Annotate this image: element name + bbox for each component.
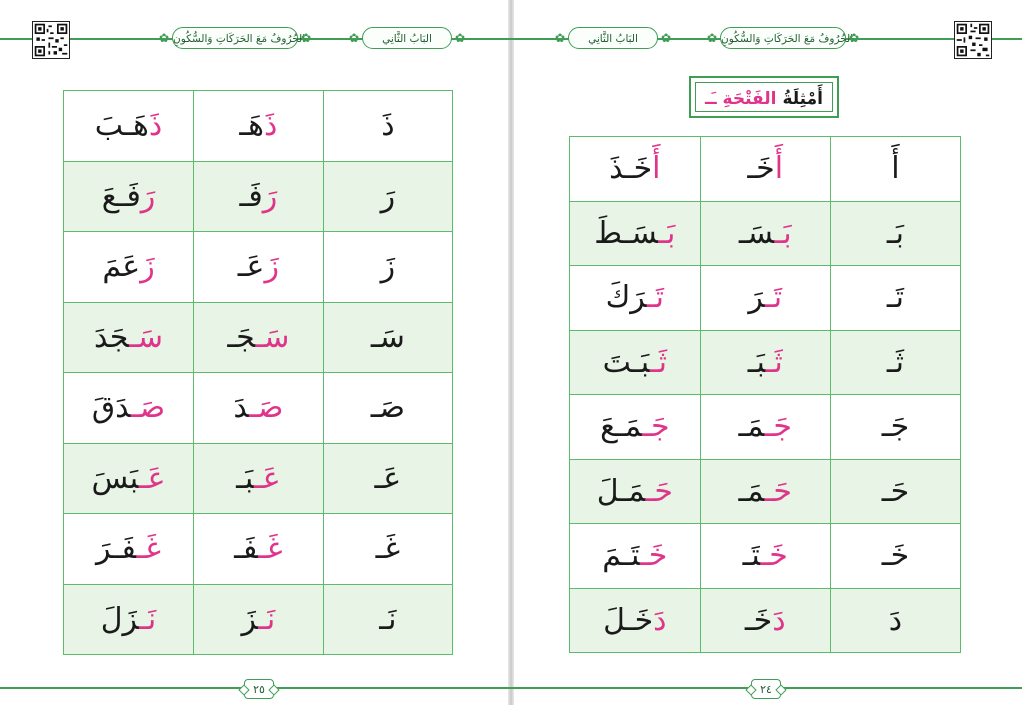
table-row [570,459,961,524]
table-row [570,395,961,460]
cell-pair [194,91,324,162]
cell-pair [700,588,830,653]
pair-colored-text: سَـ [255,319,290,355]
letter-text: رَ [380,178,396,214]
word-colored-text: رَ [140,178,156,214]
word-colored-text: ثَـ [649,344,668,380]
word-colored-text: غَـ [136,531,161,567]
word-rest-text: مَـعَ [600,409,643,445]
cell-pair [194,302,324,373]
pair-rest-text: بَـ [236,460,254,496]
pair-rest-text: سَـ [738,215,775,251]
cell-pair [700,137,830,202]
pair-colored-text: حَـ [764,473,792,509]
cell-word [64,514,194,585]
cell-letter [830,395,960,460]
pair-colored-text: صَـ [249,390,284,426]
cell-letter [323,161,452,232]
pair-rest-text: هَـ [239,108,264,144]
cell-word [570,459,701,524]
section-title [695,82,833,112]
cell-pair [700,459,830,524]
pair-rest-text: جَـ [227,319,256,355]
table-row [570,201,961,266]
cell-pair [194,232,324,303]
pair-rest-text: فَـ [234,531,259,567]
cell-word [64,443,194,514]
letter-text: ثَـ [886,344,905,380]
section-title-frame [689,76,839,118]
letter-text: صَـ [370,390,405,426]
letters-table-right [569,136,961,653]
word-rest-text: رَكَ [605,280,647,316]
table-row [570,588,961,653]
book-spine [508,0,514,705]
word-rest-text: فَـرَ [95,531,137,567]
cell-letter [323,443,452,514]
word-colored-text: حَـ [645,473,673,509]
cell-letter [830,266,960,331]
word-colored-text: خَـ [640,538,668,574]
pair-rest-text: مَـ [738,409,765,445]
pair-colored-text: نَـ [258,601,276,637]
word-colored-text: جَـ [642,409,670,445]
letter-text: جَـ [881,409,910,445]
pair-rest-text: مَـ [738,473,765,509]
table-row [570,137,961,202]
word-colored-text: زَ [140,249,155,285]
letter-text: ذَ [381,108,395,144]
cell-pair [700,524,830,589]
cell-letter [323,302,452,373]
word-colored-text: نَـ [139,601,157,637]
cell-pair [700,201,830,266]
word-colored-text: تَـ [646,280,664,316]
pair-colored-text: عَـ [253,460,281,496]
table-row [64,584,453,655]
cell-letter [323,91,452,162]
letter-text: نَـ [379,601,397,637]
word-rest-text: زَلَ [100,601,140,637]
pair-colored-text: جَـ [764,409,792,445]
letter-text: خَـ [881,538,910,574]
cell-word [64,584,194,655]
cell-letter [323,373,452,444]
pair-rest-text: فَـ [239,178,263,214]
cell-word [570,266,701,331]
pair-rest-text: زَ [241,601,259,637]
table-row [64,373,453,444]
word-rest-text: فَـعَ [101,178,141,214]
qr-code-icon-right[interactable] [954,21,992,59]
section-title-part2: الفَتْحَةِ ـَـ [705,89,777,109]
pair-rest-text: دَ [233,390,250,426]
word-colored-text: دَ [653,602,667,638]
cell-word [64,161,194,232]
qr-code-icon-left[interactable] [32,21,70,59]
word-colored-text: بَـ [658,215,676,251]
cell-pair [194,161,324,232]
cell-letter [830,524,960,589]
pair-colored-text: أَ [774,151,784,187]
word-rest-text: بَـتَ [602,344,650,380]
cell-letter [830,201,960,266]
word-colored-text: ذَ [148,108,163,144]
cell-word [570,524,701,589]
word-colored-text: أَ [652,151,661,187]
header-tag-book-right: ✿ الحُرُوفُ مَعَ الحَرَكَاتِ وَالسُّكُونِ ✿ [720,27,846,49]
letter-text: تَـ [886,280,905,316]
pair-rest-text: عَـ [237,249,265,285]
word-rest-text: بَسَ [91,460,139,496]
cell-pair [700,330,830,395]
header-rule [0,38,1022,40]
cell-letter [323,232,452,303]
cell-word [570,588,701,653]
letter-text: دَ [888,602,903,638]
word-colored-text: عَـ [138,460,166,496]
pair-rest-text: بَـ [747,344,766,380]
cell-pair [700,266,830,331]
letter-text: زَ [380,249,396,285]
table-row [64,302,453,373]
pair-colored-text: ذَ [264,108,278,144]
page-number-right: ٢٤ [751,679,781,699]
cell-letter [830,330,960,395]
table-row [64,91,453,162]
cell-word [64,302,194,373]
header-tag-chapter-right: ✿ البَابُ الثَّانِي ✿ [568,27,658,49]
word-rest-text: سَـطَ [594,215,659,251]
word-colored-text: صَـ [130,390,166,426]
pair-rest-text: خَـ [744,602,773,638]
pair-colored-text: رَ [262,178,278,214]
cell-pair [700,395,830,460]
cell-letter [830,137,960,202]
word-rest-text: جَدَ [93,319,130,355]
cell-letter [323,514,452,585]
cell-letter [323,584,452,655]
pair-colored-text: خَـ [760,538,788,574]
letter-text: سَـ [370,319,405,355]
pair-rest-text: رَ [748,280,765,316]
letter-text: بَـ [886,215,905,251]
word-rest-text: هَـبَ [94,108,149,144]
table-row [64,443,453,514]
word-rest-text: تَـمَ [602,538,641,574]
cell-word [570,201,701,266]
cell-word [570,395,701,460]
pair-colored-text: غَـ [258,531,283,567]
cell-word [570,330,701,395]
cell-pair [194,584,324,655]
table-row [64,161,453,232]
letter-text: حَـ [881,473,910,509]
cell-pair [194,373,324,444]
header-tag-chapter-left: ✿ البَابُ الثَّانِي ✿ [362,27,452,49]
page-number-left: ٢٥ [244,679,274,699]
cell-word [64,232,194,303]
cell-pair [194,443,324,514]
word-rest-text: عَمَ [102,249,141,285]
pair-colored-text: ثَـ [765,344,783,380]
word-colored-text: سَـ [129,319,164,355]
pair-rest-text: تَـ [742,538,761,574]
table-row [570,266,961,331]
table-row [64,232,453,303]
pair-colored-text: تَـ [764,280,783,316]
pair-colored-text: دَ [772,602,786,638]
table-row [570,330,961,395]
cell-word [64,91,194,162]
word-rest-text: دَقَ [91,390,131,426]
footer-rule [0,687,1022,689]
table-row [64,514,453,585]
pair-colored-text: زَ [264,249,279,285]
word-rest-text: خَـذَ [609,151,653,187]
letter-text: أَ [891,151,900,187]
letters-table-left [63,90,453,655]
letter-text: عَـ [374,460,402,496]
section-title-part1: أَمْثِلَةُ [782,89,823,109]
table-row [570,524,961,589]
cell-word [570,137,701,202]
header-tag-book-left: ✿ الحُرُوفُ مَعَ الحَرَكَاتِ وَالسُّكُونِ ✿ [172,27,298,49]
cell-word [64,373,194,444]
pair-colored-text: بَـ [774,215,792,251]
word-rest-text: مَـلَ [596,473,646,509]
word-rest-text: خَـلَ [603,602,654,638]
cell-letter [830,588,960,653]
cell-pair [194,514,324,585]
letter-text: غَـ [375,531,401,567]
pair-rest-text: خَـ [747,151,775,187]
cell-letter [830,459,960,524]
